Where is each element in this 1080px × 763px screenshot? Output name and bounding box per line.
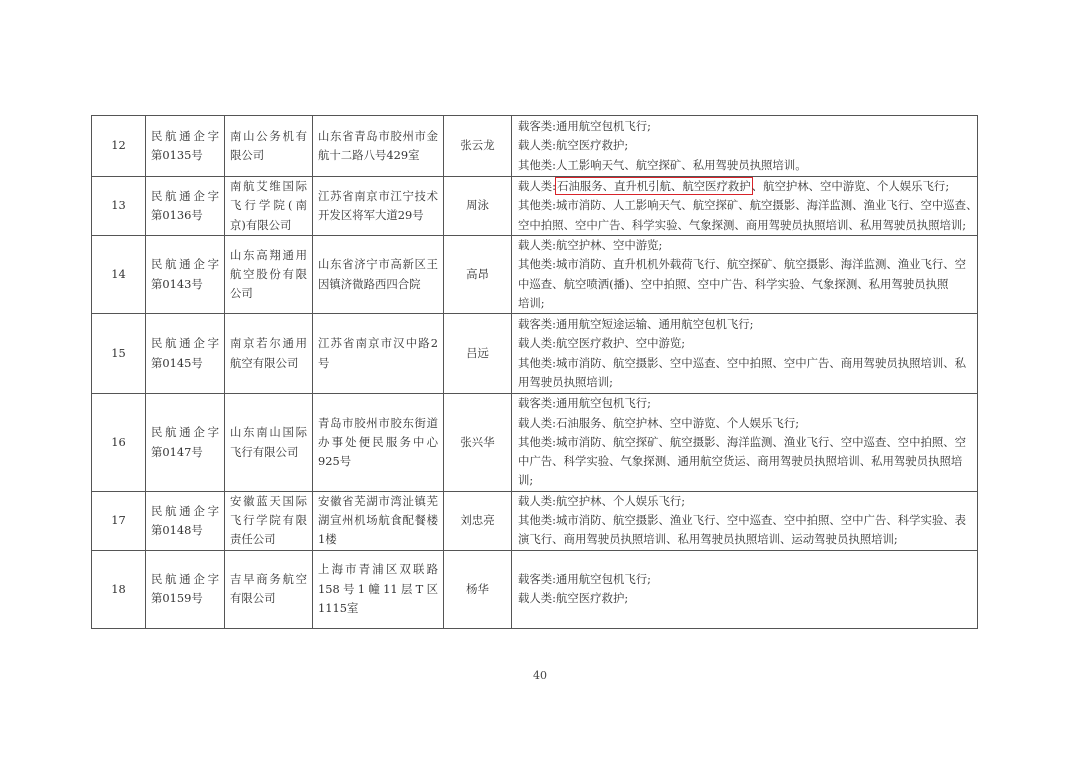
business-scope — [512, 177, 978, 236]
scope-line: 载客类:通用航空包机飞行; — [518, 119, 651, 134]
scope-line: 演飞行、商用驾驶员执照培训、私用驾驶员执照培训、运动驾驶员执照培训; — [518, 532, 898, 547]
legal-representative: 高昂 — [444, 236, 512, 314]
row-number: 13 — [92, 177, 146, 236]
row-number: 18 — [92, 550, 146, 628]
business-scope — [512, 116, 978, 177]
row-number: 16 — [92, 394, 146, 492]
company-name: 南京若尔通用航空有限公司 — [225, 314, 313, 394]
company-address: 安徽省芜湖市湾沚镇芜湖宣州机场航食配餐楼1楼 — [313, 492, 444, 551]
scope-line: 用驾驶员执照培训; — [518, 374, 613, 389]
table-row — [92, 394, 978, 492]
table-row — [92, 236, 978, 314]
license-number: 民航通企字第0145号 — [146, 314, 225, 394]
scope-line: 载客类:通用航空短途运输、通用航空包机飞行; — [518, 317, 754, 332]
legal-representative: 周泳 — [444, 177, 512, 236]
company-address: 上海市青浦区双联路158号1幢11层T区1115室 — [313, 550, 444, 628]
table-row — [92, 177, 978, 236]
scope-line: 载人类:航空医疗救护; — [518, 138, 629, 153]
business-scope — [512, 492, 978, 551]
table-body — [92, 116, 978, 629]
scope-line: 训; — [518, 473, 534, 488]
scope-line: 中广告、科学实验、气象探测、通用航空货运、商用驾驶员执照培训、私用驾驶员执照培 — [518, 454, 963, 469]
scope-line: 载人类:航空医疗救护; — [518, 591, 629, 606]
legal-representative: 吕远 — [444, 314, 512, 394]
scope-line: 空中拍照、空中广告、科学实验、气象探测、商用驾驶员执照培训、私用驾驶员执照培训; — [518, 217, 967, 232]
scope-line: 载客类:通用航空包机飞行; — [518, 571, 651, 586]
highlighted-scope-text: 石油服务、直升机引航、航空医疗救护 — [557, 179, 751, 194]
scope-line: 载人类:航空护林、空中游览; — [518, 238, 663, 253]
company-address: 山东省青岛市胶州市金航十二路八号429室 — [313, 116, 444, 177]
company-name: 吉早商务航空有限公司 — [225, 550, 313, 628]
scope-line: 载客类:通用航空包机飞行; — [518, 396, 651, 411]
company-name: 南山公务机有限公司 — [225, 116, 313, 177]
scope-line: 中巡查、航空喷洒(播)、空中拍照、空中广告、科学实验、气象探测、私用驾驶员执照 — [518, 276, 949, 291]
table-row — [92, 550, 978, 628]
legal-representative: 张云龙 — [444, 116, 512, 177]
license-number: 民航通企字第0136号 — [146, 177, 225, 236]
company-name: 南航艾维国际飞行学院(南京)有限公司 — [225, 177, 313, 236]
legal-representative: 张兴华 — [444, 394, 512, 492]
business-scope — [512, 314, 978, 394]
row-number: 17 — [92, 492, 146, 551]
legal-representative: 刘忠亮 — [444, 492, 512, 551]
row-number: 15 — [92, 314, 146, 394]
page-number: 40 — [533, 669, 547, 682]
license-number: 民航通企字第0148号 — [146, 492, 225, 551]
legal-representative: 杨华 — [444, 550, 512, 628]
scope-line: 载人类:航空护林、个人娱乐飞行; — [518, 494, 686, 508]
table-row — [92, 492, 978, 551]
scope-line: 载人类:石油服务、航空护林、空中游览、个人娱乐飞行; — [518, 415, 800, 430]
company-name: 安徽蓝天国际飞行学院有限责任公司 — [225, 492, 313, 551]
table-row — [92, 116, 978, 177]
scope-line: 其他类:城市消防、航空摄影、空中巡查、空中拍照、空中广告、商用驾驶员执照培训、私 — [518, 355, 967, 370]
row-number: 14 — [92, 236, 146, 314]
licensed-companies-table — [91, 115, 978, 629]
scope-line: 其他类:城市消防、航空摄影、渔业飞行、空中巡查、空中拍照、空中广告、科学实验、表 — [518, 513, 967, 528]
table-row — [92, 314, 978, 394]
scope-line: 其他类:城市消防、直升机机外载荷飞行、航空探矿、航空摄影、海洋监测、渔业飞行、空 — [518, 257, 967, 272]
license-number: 民航通企字第0147号 — [146, 394, 225, 492]
scope-line: 其他类:城市消防、人工影响天气、航空探矿、航空摄影、海洋监测、渔业飞行、空中巡查、 — [518, 198, 978, 213]
scope-line: 其他类:城市消防、航空探矿、航空摄影、海洋监测、渔业飞行、空中巡查、空中拍照、空 — [518, 434, 967, 449]
business-scope — [512, 550, 978, 628]
company-address: 江苏省南京市汉中路2号 — [313, 314, 444, 394]
company-name: 山东南山国际飞行有限公司 — [225, 394, 313, 492]
scope-line — [518, 177, 971, 196]
license-number: 民航通企字第0159号 — [146, 550, 225, 628]
company-name: 山东高翔通用航空股份有限公司 — [225, 236, 313, 314]
scope-category-label: 载人类: — [518, 179, 557, 194]
company-address: 青岛市胶州市胶东街道办事处便民服务中心925号 — [313, 394, 444, 492]
scope-line: 载人类:航空医疗救护、空中游览; — [518, 336, 686, 351]
business-scope — [512, 236, 978, 314]
license-number: 民航通企字第0135号 — [146, 116, 225, 177]
company-address: 山东省济宁市高新区王因镇济微路西四合院 — [313, 236, 444, 314]
business-scope — [512, 394, 978, 492]
company-address: 江苏省南京市江宁技术开发区将军大道29号 — [313, 177, 444, 236]
license-number: 民航通企字第0143号 — [146, 236, 225, 314]
scope-line: 其他类:人工影响天气、航空探矿、私用驾驶员执照培训。 — [518, 157, 807, 172]
scope-line: 培训; — [518, 295, 545, 310]
scope-remaining-text: 、航空护林、空中游览、个人娱乐飞行; — [751, 179, 950, 194]
row-number: 12 — [92, 116, 146, 177]
